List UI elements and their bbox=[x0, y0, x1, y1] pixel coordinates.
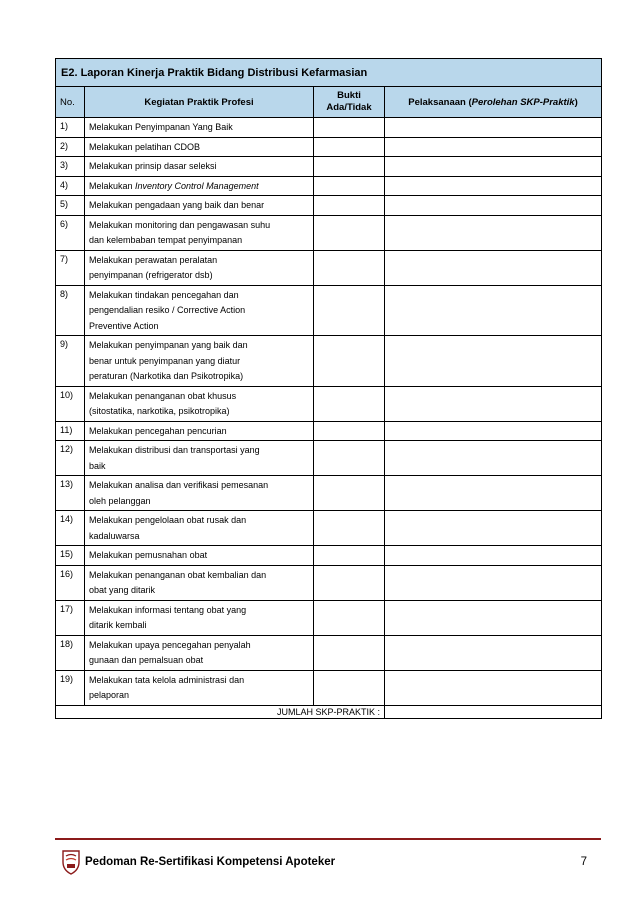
pelaksanaan-cell[interactable] bbox=[385, 511, 602, 546]
table-row bbox=[56, 215, 602, 250]
row-number: 4) bbox=[56, 176, 85, 196]
pelaksanaan-cell[interactable] bbox=[385, 137, 602, 157]
bukti-cell[interactable] bbox=[314, 386, 385, 421]
row-number: 19) bbox=[56, 670, 85, 705]
header-pelaksanaan-suffix: ) bbox=[574, 96, 578, 108]
table-row bbox=[56, 336, 602, 387]
bukti-cell[interactable] bbox=[314, 285, 385, 336]
activity-cell bbox=[85, 511, 314, 546]
table-row bbox=[56, 157, 602, 177]
activity-text: Melakukan pencegahan pencurian bbox=[89, 425, 227, 436]
activity-text: Melakukan tata kelola administrasi dan bbox=[89, 674, 245, 685]
header-pelaksanaan-prefix: Pelaksanaan ( bbox=[408, 96, 472, 108]
pelaksanaan-cell[interactable] bbox=[385, 215, 602, 250]
activity-text: Melakukan pengelolaan obat rusak dan bbox=[89, 515, 247, 525]
bukti-cell[interactable] bbox=[314, 476, 385, 511]
activity-text-italic: Inventory Control Management bbox=[135, 180, 259, 191]
bukti-cell[interactable] bbox=[314, 546, 385, 566]
summary-value-cell[interactable] bbox=[385, 705, 602, 718]
apoteker-logo-icon bbox=[61, 848, 81, 876]
row-number: 5) bbox=[56, 196, 85, 216]
pelaksanaan-cell[interactable] bbox=[385, 157, 602, 177]
activity-text-continued: peraturan (Narkotika dan Psikotropika) bbox=[89, 371, 244, 381]
activity-cell bbox=[85, 441, 314, 476]
activity-text: Melakukan distribusi dan transportasi yang bbox=[89, 445, 260, 455]
activity-cell bbox=[85, 196, 314, 216]
activity-cell bbox=[85, 118, 314, 138]
row-number: 3) bbox=[56, 157, 85, 177]
table-row bbox=[56, 511, 602, 546]
activity-cell bbox=[85, 250, 314, 285]
footer-divider bbox=[55, 838, 601, 840]
summary-row bbox=[56, 705, 602, 718]
bukti-cell[interactable] bbox=[314, 118, 385, 138]
row-number: 18) bbox=[56, 635, 85, 670]
pelaksanaan-cell[interactable] bbox=[385, 196, 602, 216]
activity-text: Melakukan prinsip dasar seleksi bbox=[89, 161, 217, 171]
row-number: 1) bbox=[56, 118, 85, 138]
activity-cell bbox=[85, 476, 314, 511]
page-number: 7 bbox=[580, 856, 587, 868]
row-number: 10) bbox=[56, 386, 85, 421]
page-footer bbox=[55, 838, 601, 888]
bukti-cell[interactable] bbox=[314, 215, 385, 250]
activity-text: Melakukan pelatihan CDOB bbox=[89, 141, 201, 152]
table-row bbox=[56, 196, 602, 216]
activity-cell bbox=[85, 600, 314, 635]
bukti-cell[interactable] bbox=[314, 600, 385, 635]
table-row bbox=[56, 137, 602, 157]
activity-text-continued: ditarik kembali bbox=[89, 620, 147, 630]
table-title-row bbox=[56, 59, 602, 87]
activity-cell bbox=[85, 670, 314, 705]
activity-cell bbox=[85, 546, 314, 566]
bukti-cell[interactable] bbox=[314, 635, 385, 670]
bukti-cell[interactable] bbox=[314, 250, 385, 285]
skp-report-table bbox=[55, 58, 602, 719]
table-title: E2. Laporan Kinerja Praktik Bidang Distribusi Kefarmasian bbox=[56, 59, 602, 87]
table-row bbox=[56, 546, 602, 566]
table-row bbox=[56, 176, 602, 196]
table-row bbox=[56, 600, 602, 635]
activity-text: Melakukan penanganan obat kembalian dan bbox=[89, 569, 267, 580]
table-row bbox=[56, 565, 602, 600]
row-number: 14) bbox=[56, 511, 85, 546]
activity-text-continued: dan kelembaban tempat penyimpanan bbox=[89, 235, 243, 245]
bukti-cell[interactable] bbox=[314, 565, 385, 600]
table-row bbox=[56, 670, 602, 705]
activity-text: Melakukan analisa dan verifikasi pemesanan bbox=[89, 480, 269, 490]
activity-cell bbox=[85, 565, 314, 600]
bukti-cell[interactable] bbox=[314, 511, 385, 546]
activity-text-continued: gunaan dan pemalsuan obat bbox=[89, 655, 204, 665]
activity-text: Melakukan informasi tentang obat yang bbox=[89, 604, 247, 615]
activity-cell bbox=[85, 386, 314, 421]
activity-cell bbox=[85, 215, 314, 250]
pelaksanaan-cell[interactable] bbox=[385, 250, 602, 285]
activity-text-continued: Preventive Action bbox=[89, 320, 159, 331]
activity-text: Melakukan pemusnahan obat bbox=[89, 550, 208, 560]
activity-text-continued: pelaporan bbox=[89, 690, 130, 700]
pelaksanaan-cell[interactable] bbox=[385, 565, 602, 600]
table-header-row bbox=[56, 87, 602, 118]
activity-cell bbox=[85, 421, 314, 441]
header-bukti-line2: Ada/Tidak bbox=[326, 102, 372, 113]
pelaksanaan-cell[interactable] bbox=[385, 600, 602, 635]
row-number: 8) bbox=[56, 285, 85, 336]
summary-label: JUMLAH SKP-PRAKTIK : bbox=[56, 705, 385, 718]
table-row bbox=[56, 386, 602, 421]
activity-text: Melakukan penanganan obat khusus bbox=[89, 390, 237, 401]
header-bukti-line1: Bukti bbox=[337, 90, 361, 101]
table-row bbox=[56, 476, 602, 511]
activity-text: Melakukan monitoring dan pengawasan suhu bbox=[89, 219, 271, 230]
table-row bbox=[56, 441, 602, 476]
activity-cell bbox=[85, 157, 314, 177]
row-number: 9) bbox=[56, 336, 85, 387]
bukti-cell[interactable] bbox=[314, 196, 385, 216]
activity-text: Melakukan bbox=[89, 180, 136, 191]
row-number: 16) bbox=[56, 565, 85, 600]
bukti-cell[interactable] bbox=[314, 157, 385, 177]
header-no: No. bbox=[56, 87, 85, 118]
pelaksanaan-cell[interactable] bbox=[385, 285, 602, 336]
bukti-cell[interactable] bbox=[314, 137, 385, 157]
table-row bbox=[56, 635, 602, 670]
pelaksanaan-cell[interactable] bbox=[385, 421, 602, 441]
activity-text: Melakukan upaya pencegahan penyalah bbox=[89, 639, 251, 650]
row-number: 2) bbox=[56, 137, 85, 157]
bukti-cell[interactable] bbox=[314, 670, 385, 705]
activity-text-continued: obat yang ditarik bbox=[89, 585, 156, 595]
table-row bbox=[56, 285, 602, 336]
activity-text-continued: (sitostatika, narkotika, psikotropika) bbox=[89, 406, 230, 416]
activity-cell bbox=[85, 285, 314, 336]
table-row bbox=[56, 250, 602, 285]
row-number: 12) bbox=[56, 441, 85, 476]
row-number: 6) bbox=[56, 215, 85, 250]
pelaksanaan-cell[interactable] bbox=[385, 176, 602, 196]
header-pelaksanaan bbox=[385, 87, 602, 118]
row-number: 13) bbox=[56, 476, 85, 511]
activity-text-continued: kadaluwarsa bbox=[89, 530, 140, 541]
header-bukti bbox=[314, 87, 385, 118]
activity-cell bbox=[85, 336, 314, 387]
pelaksanaan-cell[interactable] bbox=[385, 476, 602, 511]
activity-text: Melakukan perawatan peralatan bbox=[89, 254, 218, 265]
activity-text-continued: benar untuk penyimpanan yang diatur bbox=[89, 355, 241, 366]
bukti-cell[interactable] bbox=[314, 441, 385, 476]
activity-text-continued: oleh pelanggan bbox=[89, 495, 151, 506]
bukti-cell[interactable] bbox=[314, 336, 385, 387]
table-row bbox=[56, 421, 602, 441]
pelaksanaan-cell[interactable] bbox=[385, 386, 602, 421]
pelaksanaan-cell[interactable] bbox=[385, 546, 602, 566]
activity-text: Melakukan Penyimpanan Yang Baik bbox=[89, 122, 233, 132]
pelaksanaan-cell[interactable] bbox=[385, 336, 602, 387]
row-number: 15) bbox=[56, 546, 85, 566]
pelaksanaan-cell[interactable] bbox=[385, 441, 602, 476]
activity-text: Melakukan pengadaan yang baik dan benar bbox=[89, 200, 265, 210]
row-number: 11) bbox=[56, 421, 85, 441]
header-kegiatan: Kegiatan Praktik Profesi bbox=[85, 87, 314, 118]
activity-text-continued: penyimpanan (refrigerator dsb) bbox=[89, 270, 213, 280]
activity-cell bbox=[85, 176, 314, 196]
table-row bbox=[56, 118, 602, 138]
activity-text-continued: baik bbox=[89, 460, 106, 471]
bukti-cell[interactable] bbox=[314, 176, 385, 196]
row-number: 17) bbox=[56, 600, 85, 635]
pelaksanaan-cell[interactable] bbox=[385, 670, 602, 705]
activity-text-continued: pengendalian resiko / Corrective Action bbox=[89, 305, 246, 315]
pelaksanaan-cell[interactable] bbox=[385, 635, 602, 670]
pelaksanaan-cell[interactable] bbox=[385, 118, 602, 138]
activity-text: Melakukan penyimpanan yang baik dan bbox=[89, 340, 248, 350]
header-pelaksanaan-italic: Perolehan SKP-Praktik bbox=[471, 96, 575, 108]
activity-text: Melakukan tindakan pencegahan dan bbox=[89, 289, 239, 300]
activity-cell bbox=[85, 137, 314, 157]
footer-title: Pedoman Re-Sertifikasi Kompetensi Apoteker bbox=[85, 856, 336, 868]
activity-cell bbox=[85, 635, 314, 670]
row-number: 7) bbox=[56, 250, 85, 285]
bukti-cell[interactable] bbox=[314, 421, 385, 441]
